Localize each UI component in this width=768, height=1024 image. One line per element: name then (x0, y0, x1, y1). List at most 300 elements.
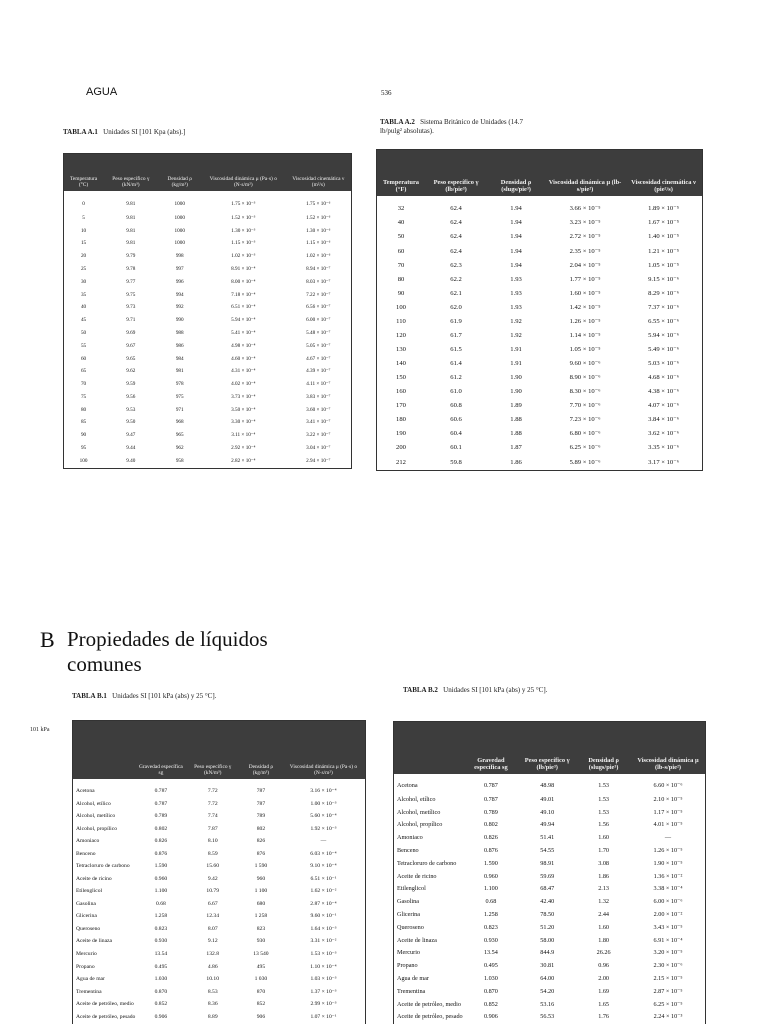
table-row (73, 936, 366, 949)
table-cell: 787 (256, 800, 266, 807)
table-cell: 9.44 (126, 444, 136, 451)
table-row (64, 250, 352, 263)
table-row (64, 327, 352, 340)
table-a2-caption (380, 118, 530, 136)
table-cell: 0.826 (483, 834, 498, 842)
table-cell: 1.07 × 10⁻¹ (310, 1013, 337, 1020)
column-header: Peso específico γ (lb/pie³) (524, 756, 570, 772)
table-a2-label: TABLA A.2 (380, 118, 415, 126)
table-cell: 2.44 (598, 911, 610, 919)
table-b1-label: TABLA B.1 (72, 692, 107, 700)
table-cell: 1.17 × 10⁻⁵ (653, 808, 683, 816)
table-cell: 1.30 × 10⁻³ (231, 227, 256, 234)
table-cell: 1.94 (510, 219, 522, 227)
table-cell: 3.38 × 10⁻⁴ (653, 885, 683, 893)
table-cell: 1.05 × 10⁻⁵ (569, 345, 601, 353)
table-cell: 0.789 (483, 808, 498, 816)
table-cell: 1.75 × 10⁻⁶ (306, 200, 331, 207)
table-cell: 130 (396, 345, 406, 353)
table-cell: Agua de mar (76, 976, 105, 983)
table-cell: 13.54 (154, 951, 168, 958)
column-header: Densidad ρ (slugs/pie³) (500, 178, 532, 194)
table-cell: 5.49 × 10⁻⁶ (648, 345, 680, 353)
table-row (64, 276, 352, 289)
table-cell: 1.88 (510, 430, 522, 438)
table-cell: 994 (175, 291, 184, 298)
table-cell: 32 (397, 204, 405, 212)
table-cell: 5.03 × 10⁻⁶ (648, 360, 680, 368)
table-cell: 6.25 × 10⁻⁶ (569, 444, 601, 452)
table-cell: 6.60 × 10⁻⁶ (653, 782, 683, 790)
table-cell: 1000 (174, 200, 185, 207)
table-cell: 1.90 × 10⁻⁵ (653, 859, 683, 867)
table-row (377, 399, 703, 413)
table-row (64, 366, 352, 379)
table-cell: 9.10 × 10⁻⁴ (310, 863, 337, 870)
column-header: Densidad ρ (kg/m³) (248, 764, 274, 777)
table-cell: 78.50 (540, 911, 555, 919)
table-cell: 15 (80, 240, 87, 247)
table-row (377, 217, 703, 231)
table-cell: 8.89 (207, 1013, 218, 1020)
table-cell: 0.787 (154, 800, 168, 807)
table-cell: 1.02 × 10⁻⁶ (306, 253, 331, 260)
table-cell: 1.15 × 10⁻⁶ (306, 240, 331, 247)
table-cell: 7.72 (207, 800, 218, 807)
table-cell: 13.54 (483, 949, 498, 957)
column-header: Peso específico γ (lb/pie³) (433, 178, 479, 194)
table-row (64, 340, 352, 353)
column-header: Gravedad específica sg (138, 764, 183, 777)
table-cell: 2.99 × 10⁻³ (310, 1001, 337, 1008)
table-row (73, 961, 366, 974)
table-cell: 0.876 (483, 847, 498, 855)
table-row (73, 886, 366, 899)
table-cell: Propano (397, 962, 418, 970)
table-b2 (393, 721, 706, 1024)
table-cell: 80 (397, 275, 405, 283)
table-cell: 9.42 (207, 875, 218, 882)
table-cell: 1.93 (510, 303, 522, 311)
table-cell: Alcohol, metílico (397, 808, 441, 816)
table-row (73, 823, 366, 836)
table-cell: 965 (175, 432, 184, 439)
table-cell: 180 (396, 416, 406, 424)
table-cell: 60 (80, 355, 87, 362)
table-cell: 992 (175, 304, 184, 311)
table-cell: Agua de mar (397, 975, 429, 982)
column-header: Viscosidad cinemática ν (m²/s) (292, 176, 345, 189)
table-cell: 9.53 (126, 406, 136, 413)
table-cell: 5.94 × 10⁻⁴ (231, 317, 256, 324)
table-cell: 984 (175, 355, 184, 362)
column-header: Peso específico γ (kN/m³) (194, 764, 232, 777)
table-cell: 1.36 × 10⁻² (653, 872, 683, 880)
table-cell: 150 (396, 374, 406, 382)
table-cell: 1.86 (510, 458, 522, 466)
table-cell: 3.66 × 10⁻⁵ (569, 204, 601, 212)
table-row (73, 986, 366, 999)
table-cell: 190 (396, 430, 406, 438)
table-cell: 1.100 (483, 885, 498, 893)
table-cell: Glicerina (76, 913, 97, 920)
table-cell: 2.82 × 10⁻⁴ (231, 457, 256, 464)
table-row (64, 212, 352, 225)
table-cell: 70 (397, 261, 405, 269)
table-cell: 3.23 × 10⁻⁵ (569, 219, 601, 227)
table-cell: 1.53 (598, 782, 610, 790)
table-cell: 1.90 (510, 388, 522, 396)
table-cell: 25 (80, 266, 87, 273)
table-row (394, 973, 706, 986)
table-cell: 1.60 × 10⁻⁵ (569, 289, 601, 297)
table-cell: 1.92 (510, 331, 522, 339)
table-cell: 1.52 × 10⁻⁶ (306, 214, 331, 221)
table-cell: 870 (256, 988, 266, 995)
table-cell: 1.21 × 10⁻⁵ (648, 247, 680, 255)
table-cell: 1.92 (510, 317, 522, 325)
table-cell: 0.789 (154, 813, 168, 820)
table-row (64, 391, 352, 404)
table-cell: 1.53 (598, 795, 610, 803)
table-cell: 6.55 × 10⁻⁶ (648, 317, 680, 325)
table-cell: 40 (80, 304, 87, 311)
table-cell: 64.00 (540, 975, 555, 982)
table-cell: 9.75 (126, 291, 136, 298)
table-cell: 8.03 × 10⁻⁷ (306, 278, 331, 285)
table-b2-caption-text: Unidades SI [101 kPa (abs) y 25 °C]. (443, 686, 548, 694)
table-cell: Glicerina (397, 911, 421, 919)
table-cell: 1 030 (254, 976, 268, 983)
table-cell: 981 (175, 368, 184, 375)
table-cell: 54.55 (540, 847, 555, 855)
table-row (73, 898, 366, 911)
table-row (394, 947, 706, 960)
table-cell: Tetracloruro de carbono (397, 859, 457, 867)
header-row (377, 150, 703, 196)
table-row (377, 196, 703, 217)
table-cell: Benceno (76, 850, 96, 857)
table-cell: 54.20 (540, 987, 555, 995)
table-cell: 9.81 (126, 227, 136, 234)
table-row (64, 353, 352, 366)
table-cell: 1.53 (598, 808, 610, 816)
table-cell: Etilenglicol (397, 885, 426, 893)
table-cell: 1.030 (483, 975, 498, 982)
column-header: Viscosidad dinámica μ (Pa·s) o (N·s/m²) (209, 176, 277, 189)
table-cell: 9.60 × 10⁻⁶ (569, 360, 601, 368)
table-cell: 1.89 (510, 402, 522, 410)
table-cell: 4.86 (207, 963, 218, 970)
table-cell: Benceno (397, 847, 419, 855)
table-row (394, 896, 706, 909)
table-cell: 4.11 × 10⁻⁷ (306, 381, 331, 388)
table-cell: 4.67 × 10⁻⁷ (306, 355, 331, 362)
table-row (394, 960, 706, 973)
table-cell: 9.67 (126, 342, 136, 349)
table-row (64, 429, 352, 442)
table-row (64, 314, 352, 327)
table-cell: 3.62 × 10⁻⁶ (648, 430, 680, 438)
table-cell: Alcohol, etílico (76, 800, 111, 807)
table-cell: 7.37 × 10⁻⁶ (648, 303, 680, 311)
table-cell: 8.90 × 10⁻⁶ (569, 374, 601, 382)
table-cell: 5.41 × 10⁻⁴ (231, 329, 256, 336)
table-cell: 61.2 (450, 374, 462, 382)
table-cell: 1.90 (510, 374, 522, 382)
table-cell: 1.05 × 10⁻⁵ (648, 261, 680, 269)
table-cell: 3.16 × 10⁻⁴ (310, 787, 337, 794)
table-b1-caption-text: Unidades SI [101 kPa (abs) y 25 °C]. (112, 692, 217, 700)
table-cell: 1.94 (510, 261, 522, 269)
table-cell: — (320, 838, 327, 845)
table-cell: 9.65 (126, 355, 136, 362)
table-cell: 9.81 (126, 214, 136, 221)
table-cell: Queroseno (397, 923, 424, 931)
table-cell: 49.94 (540, 821, 555, 829)
table-cell: 10 (80, 227, 87, 234)
table-cell: Aceite de petróleo, medio (76, 1001, 134, 1008)
table-cell: 962 (175, 444, 184, 451)
table-cell: 8.30 × 10⁻⁶ (569, 388, 601, 396)
table-cell: 1.62 × 10⁻² (310, 888, 337, 895)
table-row (394, 806, 706, 819)
table-row (64, 289, 352, 302)
table-row (73, 873, 366, 886)
table-cell: 51.41 (540, 834, 555, 842)
table-cell: 990 (175, 317, 184, 324)
table-row (73, 798, 366, 811)
table-cell: 3.43 × 10⁻⁵ (653, 923, 683, 931)
column-header: Temperatura (°F) (383, 178, 419, 194)
table-cell: 4.39 × 10⁻⁷ (306, 368, 331, 375)
table-a1-caption-text: Unidades SI [101 Kpa (abs).] (103, 128, 186, 136)
table-cell: 2.00 × 10⁻² (653, 911, 683, 919)
table-cell: 1.88 (510, 416, 522, 424)
table-cell: 3.35 × 10⁻⁶ (648, 444, 680, 452)
table-cell: 978 (175, 381, 184, 388)
table-cell: 7.70 × 10⁻⁶ (569, 402, 601, 410)
column-header: Viscosidad cinemática ν (pie²/s) (631, 178, 696, 194)
table-cell: 0.906 (483, 1013, 498, 1021)
table-cell: 100 (79, 457, 88, 464)
table-cell: 1.14 × 10⁻⁵ (569, 331, 601, 339)
table-cell: 0.787 (483, 782, 498, 790)
table-cell: 1.86 (598, 872, 610, 880)
table-cell: 6.67 (207, 900, 218, 907)
table-cell: 9.50 (126, 419, 136, 426)
page-heading: AGUA (86, 86, 118, 98)
table-cell: 8.53 (207, 988, 218, 995)
table-cell: — (664, 834, 672, 842)
table-cell: 1.56 (598, 821, 610, 829)
table-cell: 0.68 (156, 900, 166, 907)
table-row (73, 848, 366, 861)
table-cell: 9.71 (126, 317, 136, 324)
table-cell: 20 (80, 253, 87, 260)
table-cell: 110 (396, 317, 406, 325)
table-row (394, 774, 706, 794)
table-cell: 45 (80, 317, 87, 324)
table-cell: 90 (397, 289, 405, 297)
table-row (394, 883, 706, 896)
table-cell: 60.4 (450, 430, 462, 438)
table-cell: 30.81 (540, 962, 555, 970)
table-row (394, 819, 706, 832)
table-row (73, 1011, 366, 1024)
table-cell: 0.802 (483, 821, 498, 829)
table-cell: Aceite de petróleo, medio (397, 1000, 461, 1008)
table-cell: 0.876 (154, 850, 168, 857)
header-row (394, 722, 706, 774)
column-header: Viscosidad dinámica μ (lb-s/pie²) (637, 756, 699, 772)
header-row (73, 721, 366, 779)
table-cell: 62.2 (450, 275, 462, 283)
table-row (377, 442, 703, 456)
table-cell: 0.960 (154, 875, 168, 882)
table-cell: 1.26 × 10⁻⁵ (569, 317, 601, 325)
table-row (73, 911, 366, 924)
table-cell: 68.47 (540, 885, 555, 893)
table-cell: 1.03 × 10⁻³ (310, 976, 337, 983)
table-cell: 132.8 (206, 951, 220, 958)
table-cell: Alcohol, metílico (76, 813, 116, 820)
table-cell: 1.590 (154, 863, 168, 870)
table-cell: Aceite de ricino (76, 875, 112, 882)
table-cell: 8.29 × 10⁻⁶ (648, 289, 680, 297)
table-cell: 7.23 × 10⁻⁶ (569, 416, 601, 424)
table-cell: 0.852 (154, 1001, 168, 1008)
table-row (377, 371, 703, 385)
table-cell: 170 (396, 402, 406, 410)
column-header: Densidad ρ (slugs/pie³) (588, 756, 619, 772)
table-cell: 61.4 (450, 360, 462, 368)
table-cell: 998 (175, 253, 184, 260)
table-cell: 3.73 × 10⁻⁴ (231, 393, 256, 400)
table-row (377, 287, 703, 301)
table-cell: 0.826 (154, 838, 168, 845)
table-cell: 988 (175, 329, 184, 336)
table-cell: 62.4 (450, 233, 462, 241)
table-cell: 3.17 × 10⁻⁶ (648, 458, 680, 466)
table-row (377, 414, 703, 428)
table-cell: 5.94 × 10⁻⁶ (648, 331, 680, 339)
table-b1-caption (72, 692, 222, 701)
table-cell: Mercurio (76, 951, 97, 958)
table-row (394, 909, 706, 922)
table-cell: 3.30 × 10⁻⁴ (231, 419, 256, 426)
table-cell: 1.64 × 10⁻³ (310, 925, 337, 932)
table-cell: 3.04 × 10⁻⁷ (306, 444, 331, 451)
table-b1 (72, 720, 366, 1024)
table-cell: 8.10 (207, 838, 218, 845)
table-cell: 1.75 × 10⁻³ (231, 200, 256, 207)
table-row (73, 949, 366, 962)
table-cell: 160 (396, 388, 406, 396)
table-row (73, 836, 366, 849)
table-cell: 1000 (174, 240, 185, 247)
table-row (394, 845, 706, 858)
table-row (377, 231, 703, 245)
table-cell: 1.80 (598, 936, 610, 944)
table-b2-caption (403, 686, 553, 695)
table-cell: 2.72 × 10⁻⁵ (569, 233, 601, 241)
table-row (64, 225, 352, 238)
table-cell: Propano (76, 963, 95, 970)
table-cell: 61.9 (450, 317, 462, 325)
table-cell: 1.69 (598, 987, 610, 995)
table-cell: 7.18 × 10⁻⁴ (231, 291, 256, 298)
table-cell: 75 (80, 393, 87, 400)
table-cell: 58.00 (540, 936, 555, 944)
table-cell: 844.9 (540, 949, 555, 957)
table-cell: 1.52 × 10⁻³ (231, 214, 256, 221)
table-cell: Acetona (76, 787, 95, 794)
table-cell: 958 (175, 457, 184, 464)
column-header: Densidad ρ (kg/m³) (167, 176, 192, 189)
table-row (394, 832, 706, 845)
table-a2-caption-text: Sistema Británico de Unidades (14.7 lb/pulg² absolutas). (380, 118, 523, 135)
table-cell: 852 (256, 1001, 266, 1008)
table-cell: 0.787 (483, 795, 498, 803)
table-cell: 200 (396, 444, 406, 452)
table-row (377, 301, 703, 315)
table-cell: 1.258 (154, 913, 168, 920)
table-cell: 1.70 (598, 847, 610, 855)
table-cell: 1.10 × 10⁻⁴ (310, 963, 337, 970)
table-a2 (376, 149, 703, 471)
table-cell: 9.15 × 10⁻⁶ (648, 275, 680, 283)
table-cell: 2.24 × 10⁻³ (653, 1013, 683, 1021)
table-cell: 2.87 × 10⁻⁵ (653, 987, 683, 995)
column-header: Peso específico γ (kN/m³) (112, 176, 150, 189)
table-cell: Alcohol, etílico (397, 795, 436, 803)
table-cell: 9.60 × 10⁻¹ (310, 913, 337, 920)
table-cell: 0.870 (154, 988, 168, 995)
table-cell: 13 540 (253, 951, 269, 958)
column-header (394, 722, 464, 774)
table-cell: 1.30 × 10⁻⁶ (306, 227, 331, 234)
table-cell: Mercurio (397, 949, 421, 957)
table-cell: 4.60 × 10⁻⁴ (231, 355, 256, 362)
table-cell: 60.6 (450, 416, 462, 424)
table-row (64, 378, 352, 391)
table-cell: 6.03 × 10⁻⁴ (310, 850, 337, 857)
table-cell: 6.25 × 10⁻⁵ (653, 1000, 683, 1008)
table-cell: 212 (396, 458, 406, 466)
table-row (73, 811, 366, 824)
table-cell: 0.68 (485, 898, 497, 906)
table-cell: 787 (256, 787, 266, 794)
table-cell: 2.13 (598, 885, 610, 893)
table-row (64, 417, 352, 430)
table-cell: 95 (80, 444, 87, 451)
table-row (394, 1011, 706, 1024)
table-cell: Aceite de linaza (76, 938, 113, 945)
table-cell: 62.4 (450, 204, 462, 212)
table-cell: 15.60 (206, 863, 220, 870)
table-row (377, 456, 703, 471)
table-cell: 61.0 (450, 388, 462, 396)
table-cell: 6.91 × 10⁻⁴ (653, 936, 683, 944)
header-row (64, 154, 352, 191)
table-cell: 0.930 (154, 938, 168, 945)
table-cell: 9.79 (126, 253, 136, 260)
table-cell: 1.65 (598, 1000, 610, 1008)
table-cell: 9.81 (126, 200, 136, 207)
table-cell: 80 (80, 406, 87, 413)
table-cell: 996 (175, 278, 184, 285)
